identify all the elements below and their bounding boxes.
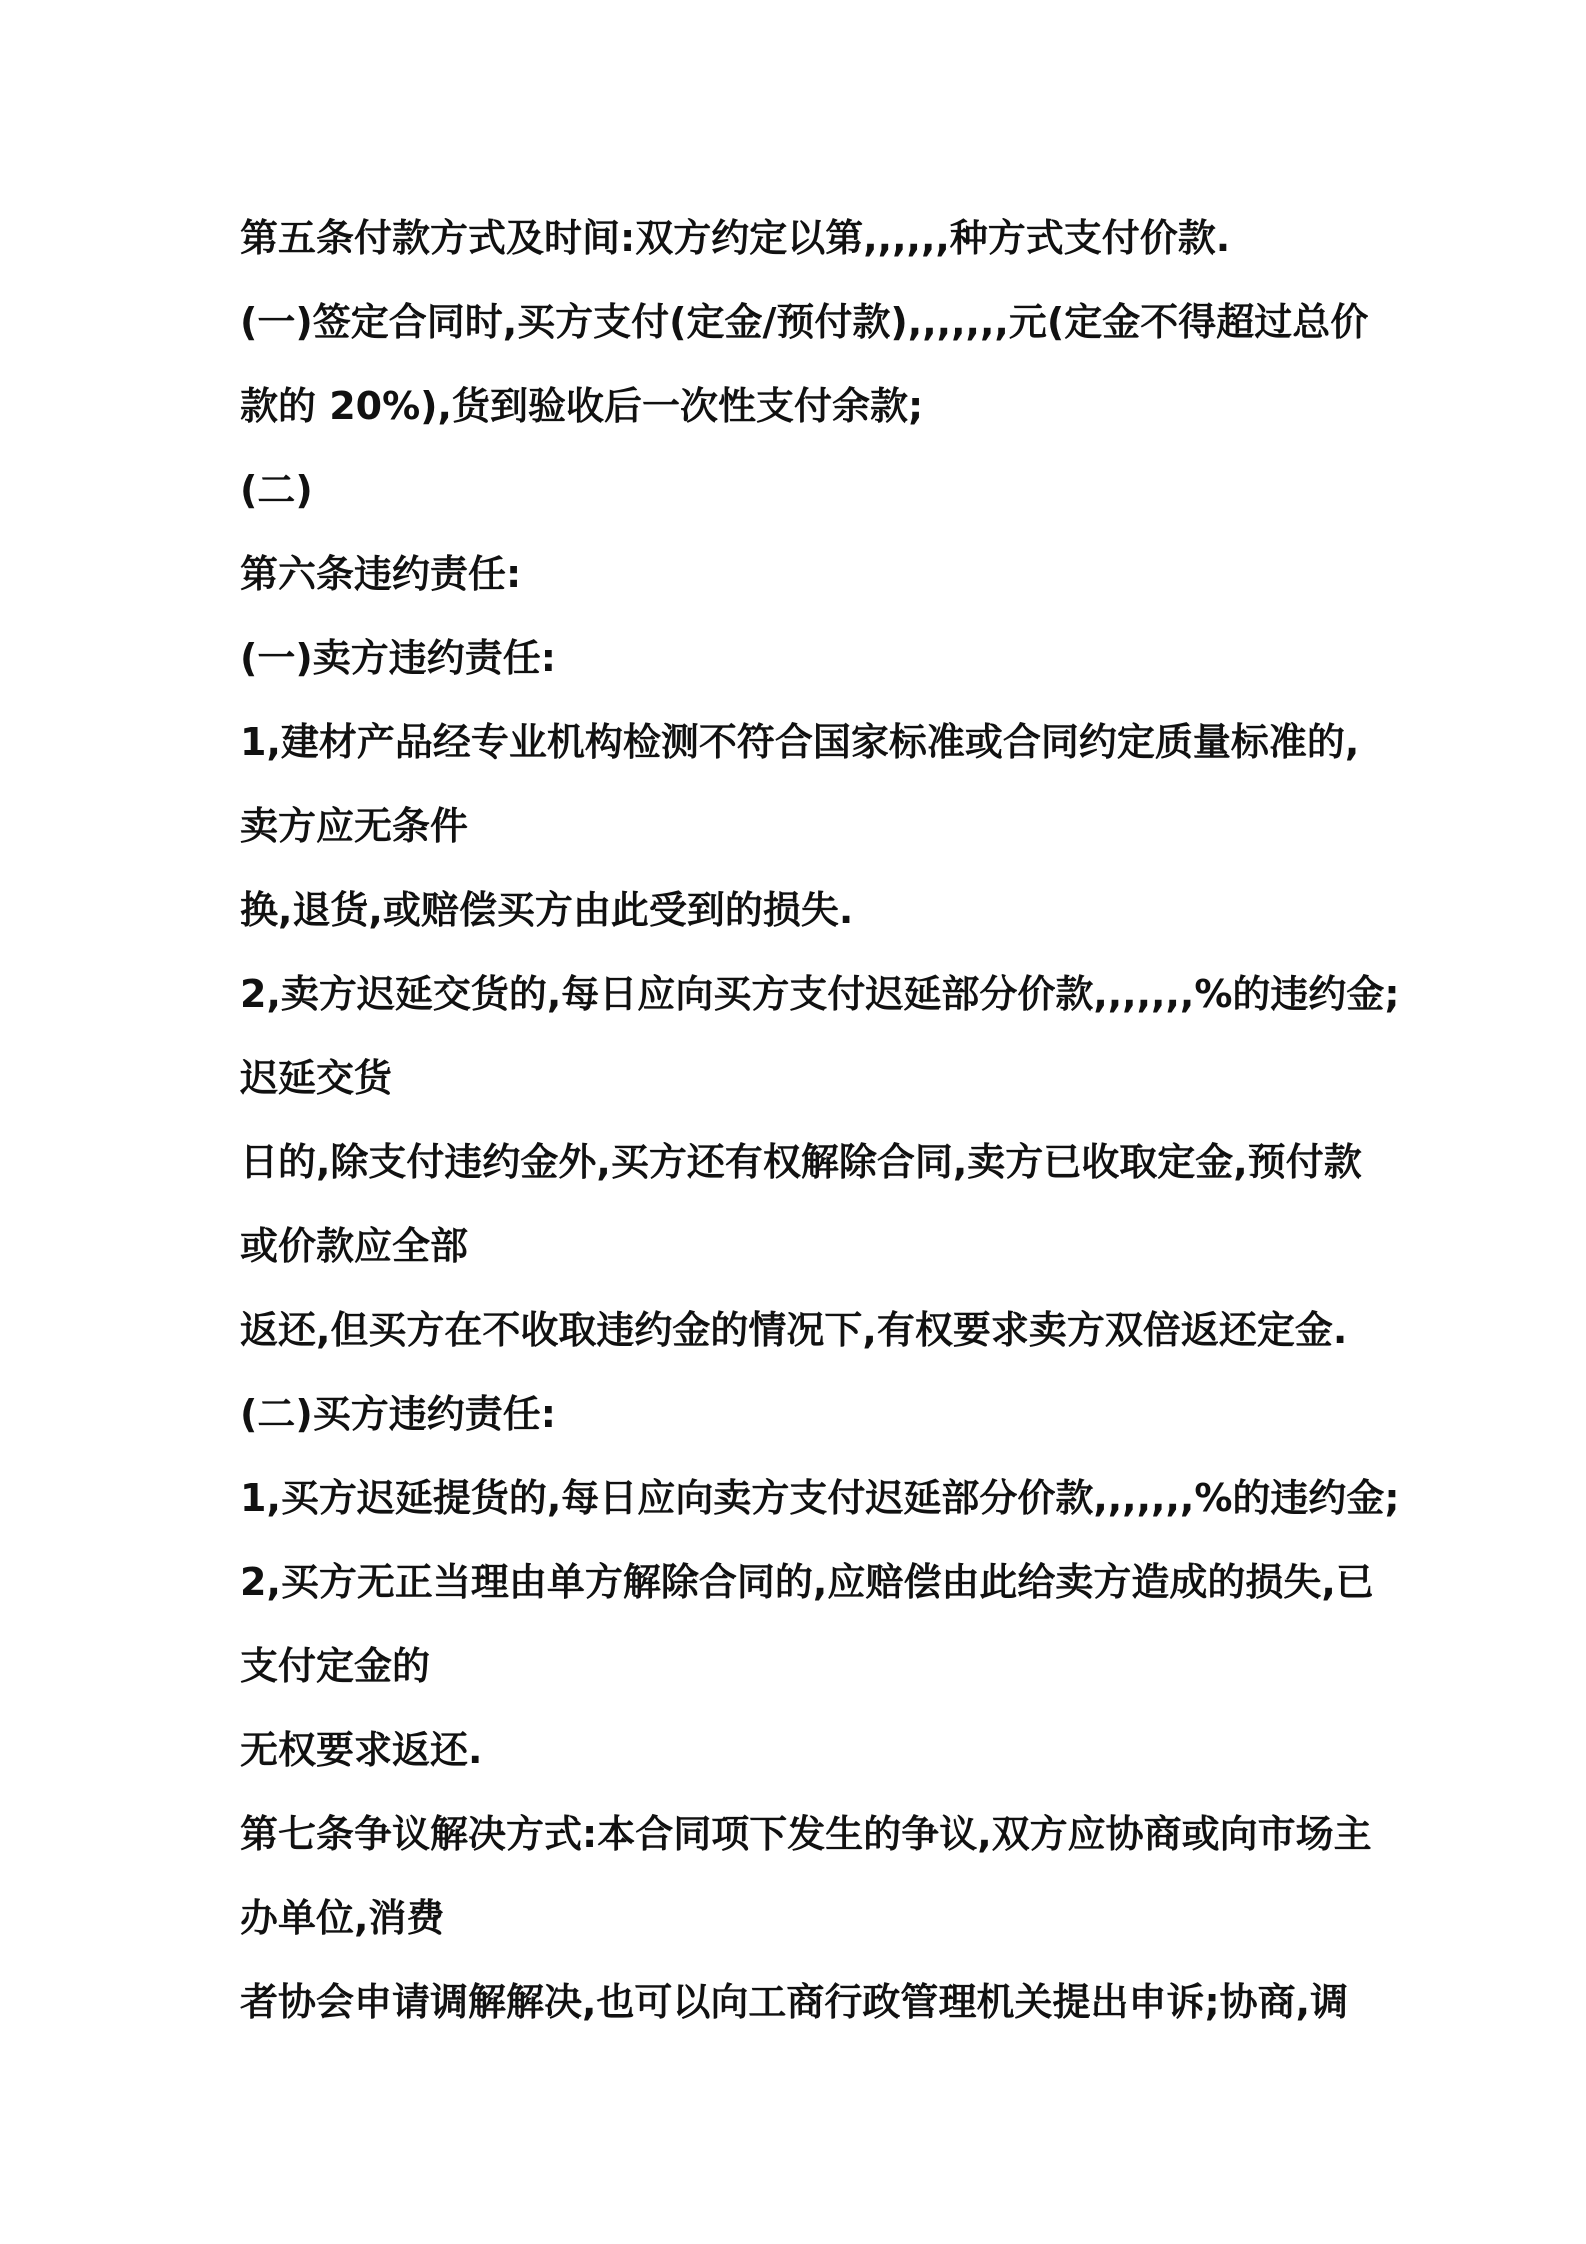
text-line: 办单位,消费 xyxy=(240,1896,445,1940)
text-line: (一)卖方违约责任: xyxy=(240,636,556,680)
text-line: 日的,除支付违约金外,买方还有权解除合同,卖方已收取定金,预付款 xyxy=(240,1140,1362,1184)
text-line: 1,建材产品经专业机构检测不符合国家标准或合同约定质量标准的, xyxy=(240,720,1360,764)
text-line: 返还,但买方在不收取违约金的情况下,有权要求卖方双倍返还定金. xyxy=(240,1308,1348,1352)
text-line: 1,买方迟延提货的,每日应向卖方支付迟延部分价款,,,,,,,%的违约金; xyxy=(240,1476,1400,1520)
text-line: 支付定金的 xyxy=(240,1644,431,1688)
text-line: 第七条争议解决方式:本合同项下发生的争议,双方应协商或向市场主 xyxy=(240,1812,1372,1856)
document-body xyxy=(240,196,1400,2044)
text-line: (一)签定合同时,买方支付(定金/预付款),,,,,,,元(定金不得超过总价 xyxy=(240,300,1369,344)
text-line: (二)买方违约责任: xyxy=(240,1392,556,1436)
text-line: 第六条违约责任: xyxy=(240,552,522,596)
text-line: (二) xyxy=(240,468,313,512)
text-line: 2,买方无正当理由单方解除合同的,应赔偿由此给卖方造成的损失,已 xyxy=(240,1560,1374,1604)
text-line: 第五条付款方式及时间:双方约定以第,,,,,,种方式支付价款. xyxy=(240,216,1231,260)
text-line: 换,退货,或赔偿买方由此受到的损失. xyxy=(240,888,854,932)
text-line: 迟延交货 xyxy=(240,1056,393,1100)
text-line: 款的 20%),货到验收后一次性支付余款; xyxy=(240,384,924,428)
text-line: 或价款应全部 xyxy=(240,1224,469,1268)
text-line: 无权要求返还. xyxy=(240,1728,483,1772)
text-line: 2,卖方迟延交货的,每日应向买方支付迟延部分价款,,,,,,,%的违约金; xyxy=(240,972,1400,1016)
text-line: 者协会申请调解解决,也可以向工商行政管理机关提出申诉;协商,调 xyxy=(240,1980,1349,2024)
text-line: 卖方应无条件 xyxy=(240,804,469,848)
